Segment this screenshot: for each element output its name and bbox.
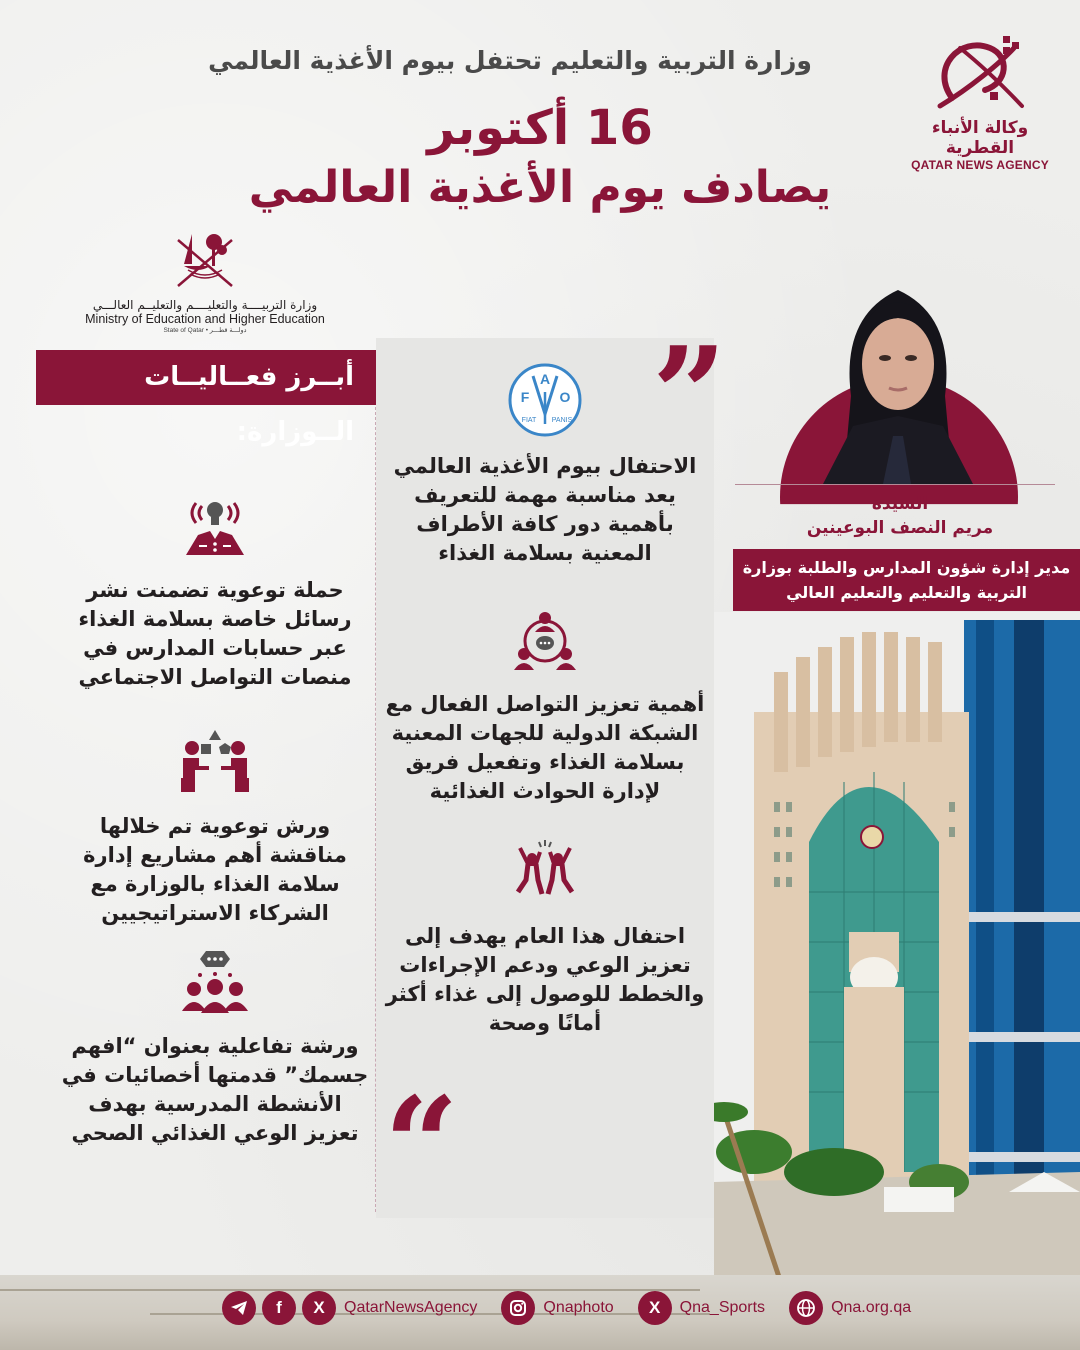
qna-logo-english: QATAR NEWS AGENCY: [911, 158, 1049, 172]
activity-item: [60, 948, 370, 1148]
quote-item: [380, 610, 710, 806]
ministry-name-english: Ministry of Education and Higher Education: [85, 312, 325, 326]
qna-logo: [905, 28, 1055, 172]
instagram-handle[interactable]: Qnaphoto: [543, 1299, 614, 1316]
x-icon[interactable]: X: [302, 1291, 336, 1325]
activity-text: حملة توعوية تضمنت نشر رسائل خاصة بسلامة الغذاء عبر حسابات المدارس في منصات التواصل الاجتماعي: [78, 578, 352, 689]
workshop-icon: [60, 728, 370, 794]
svg-text:F: F: [520, 389, 530, 405]
globe-icon[interactable]: [789, 1291, 823, 1325]
qna-orbit-icon: [930, 28, 1030, 116]
svg-text:O: O: [559, 389, 571, 405]
celebration-icon: [512, 840, 578, 900]
website-link[interactable]: Qna.org.qa: [831, 1299, 912, 1316]
quote-item: [380, 840, 710, 1038]
ministry-state-label: State of Qatar • دولـــة قطـــر: [163, 327, 247, 334]
social-handle-qatarnewsagency[interactable]: QatarNewsAgency: [344, 1299, 478, 1316]
ministry-logo: [80, 228, 330, 334]
svg-text:A: A: [539, 371, 551, 387]
activity-item: [60, 728, 370, 928]
page-subtitle: وزارة التربية والتعليم تحتفل بيوم الأغذية العالمي: [208, 46, 812, 75]
fao-logo: [507, 362, 583, 438]
qatar-emblem-icon: [170, 228, 240, 292]
quote-item: [380, 362, 710, 568]
broadcast-idea-icon: [60, 492, 370, 558]
open-quote-mark: ”: [652, 318, 727, 471]
column-divider: [375, 402, 376, 1212]
person-honorific: السيدة: [871, 494, 929, 514]
svg-text:PANIS: PANIS: [551, 417, 573, 424]
page-title-date: 16 أكتوبر: [427, 100, 653, 156]
person-name: مريم النصف البوعينين: [806, 518, 994, 538]
activity-text: ورشة تفاعلية بعنوان “افهم جسمك” قدمتها أخصائيات في الأنشطة المدرسية بهدف تعزيز الوعي الغذائي الصحي: [61, 1034, 369, 1145]
quote-text: احتفال هذا العام يهدف إلى تعزيز الوعي ودعم الإجراءات والخطط للوصول إلى غذاء أكثر أمانًا وصحة: [385, 924, 705, 1035]
quote-text: أهمية تعزيز التواصل الفعال مع الشبكة الدولية للجهات المعنية بسلامة الغذاء وتفعيل فريق لإدارة الحوادث الغذائية: [385, 692, 705, 803]
portrait-photo: [823, 276, 973, 484]
facebook-icon[interactable]: f: [262, 1291, 296, 1325]
x-sports-handle[interactable]: Qna_Sports: [679, 1299, 766, 1316]
portrait-baseline: [735, 484, 1055, 485]
activity-item: [60, 492, 370, 692]
quote-text: الاحتفال بيوم الأغذية العالمي يعد مناسبة مهمة للتعريف بأهمية دور كافة الأطراف المعنية بسلامة الغذاء: [393, 454, 697, 565]
instagram-icon[interactable]: [501, 1291, 535, 1325]
person-role: مدير إدارة شؤون المدارس والطلبة بوزارة التربية والتعليم والتعليم العالي: [733, 549, 1080, 611]
ministry-building-photo: [714, 612, 1080, 1302]
page-title: يصادف يوم الأغذية العالمي: [248, 162, 832, 213]
activity-text: ورش توعوية تم خلالها مناقشة أهم مشاريع إدارة سلامة الغذاء بالوزارة مع الشركاء الاستراتيجيين: [83, 814, 347, 925]
activities-heading: أبــرز فعــاليــات الــوزارة:: [36, 350, 376, 405]
telegram-icon[interactable]: [222, 1291, 256, 1325]
interactive-group-icon: [60, 948, 370, 1014]
close-quote-mark: “: [384, 1068, 459, 1221]
x-icon[interactable]: X: [638, 1291, 672, 1325]
social-footer: [222, 1289, 929, 1327]
network-communication-icon: [514, 610, 576, 672]
ministry-name-arabic: وزارة التربيــــة والتعليــــم والتعليــم العالـــي: [92, 298, 318, 312]
qna-logo-arabic: وكالة الأنباء القطرية: [931, 118, 1029, 158]
svg-text:FIAT: FIAT: [521, 417, 537, 424]
